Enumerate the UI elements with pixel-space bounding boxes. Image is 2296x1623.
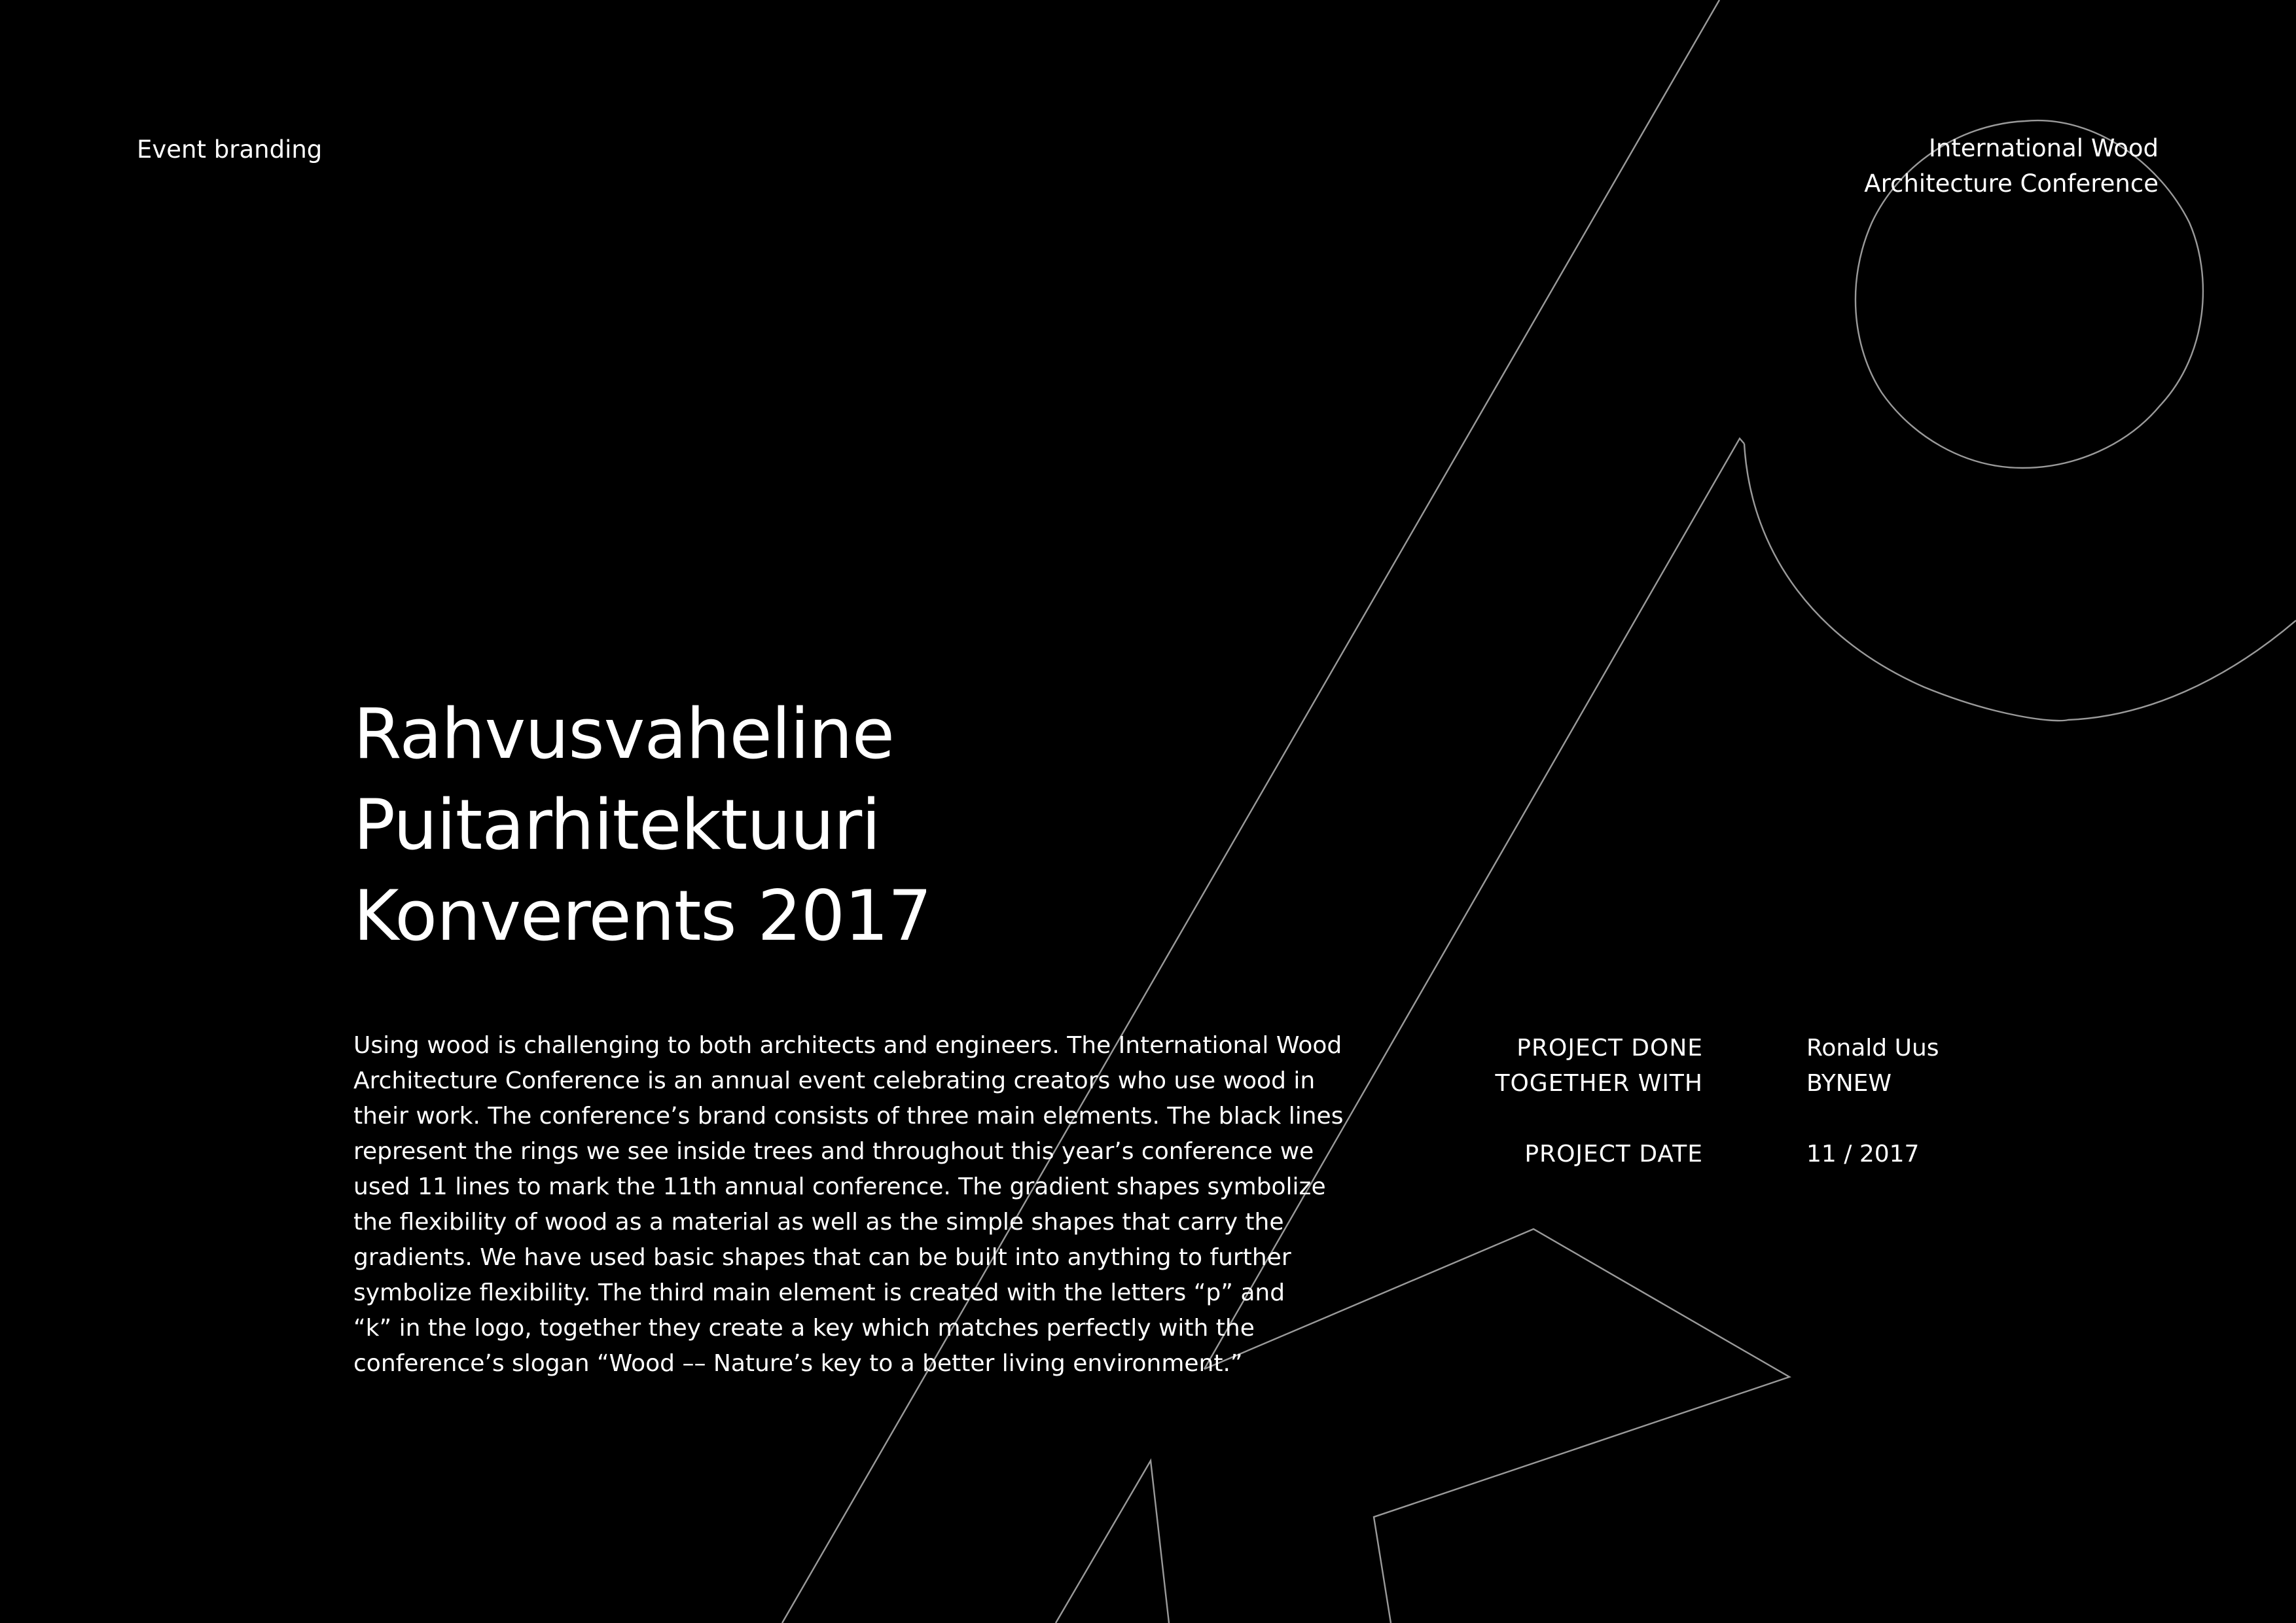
conference-title-line1: International Wood (1928, 134, 2159, 162)
partners-value: Ronald Uus BYNEW (1806, 1035, 1939, 1097)
project-description: Using wood is challenging to both architects and engineers. The International Wood Architecture Conference is an annual event celebrating creators who use wood in their work. The conference’s brand consists of three main elements. The black lines represent the rings we see inside trees and throughout this year’s conference we used 11 lines to mark the 11th annual conference. The gradient shapes symbolize the flexibility of wood as a material as well as the simple shapes that carry the gradients. We have used basic shapes that can be built into anything to further symbolize flexibility. The third main element is created with the letters “p” and “k” in the logo, together they create a key which matches perfectly with the conference’s slogan “Wood –– Nature’s key to a better living environment.” (353, 1032, 1344, 1377)
conference-title-english (1700, 131, 2159, 202)
category-label: Event branding (137, 135, 323, 164)
date-label: PROJECT DATE (1524, 1141, 1703, 1168)
date-value: 11 / 2017 (1806, 1141, 1920, 1168)
logo-bowl-arc (1744, 444, 2296, 721)
logo-k-lower-line (1056, 1461, 1169, 1623)
page-title-line1: Rahvusvaheline (353, 694, 894, 774)
page-title-line2: Puitarhitektuuri (353, 785, 880, 865)
conference-title-line2: Architecture Conference (1864, 169, 2159, 198)
page-title (353, 688, 931, 961)
page-title-line3: Konverents 2017 (353, 876, 932, 956)
partners-label: PROJECT DONE TOGETHER WITH (1495, 1035, 1703, 1097)
